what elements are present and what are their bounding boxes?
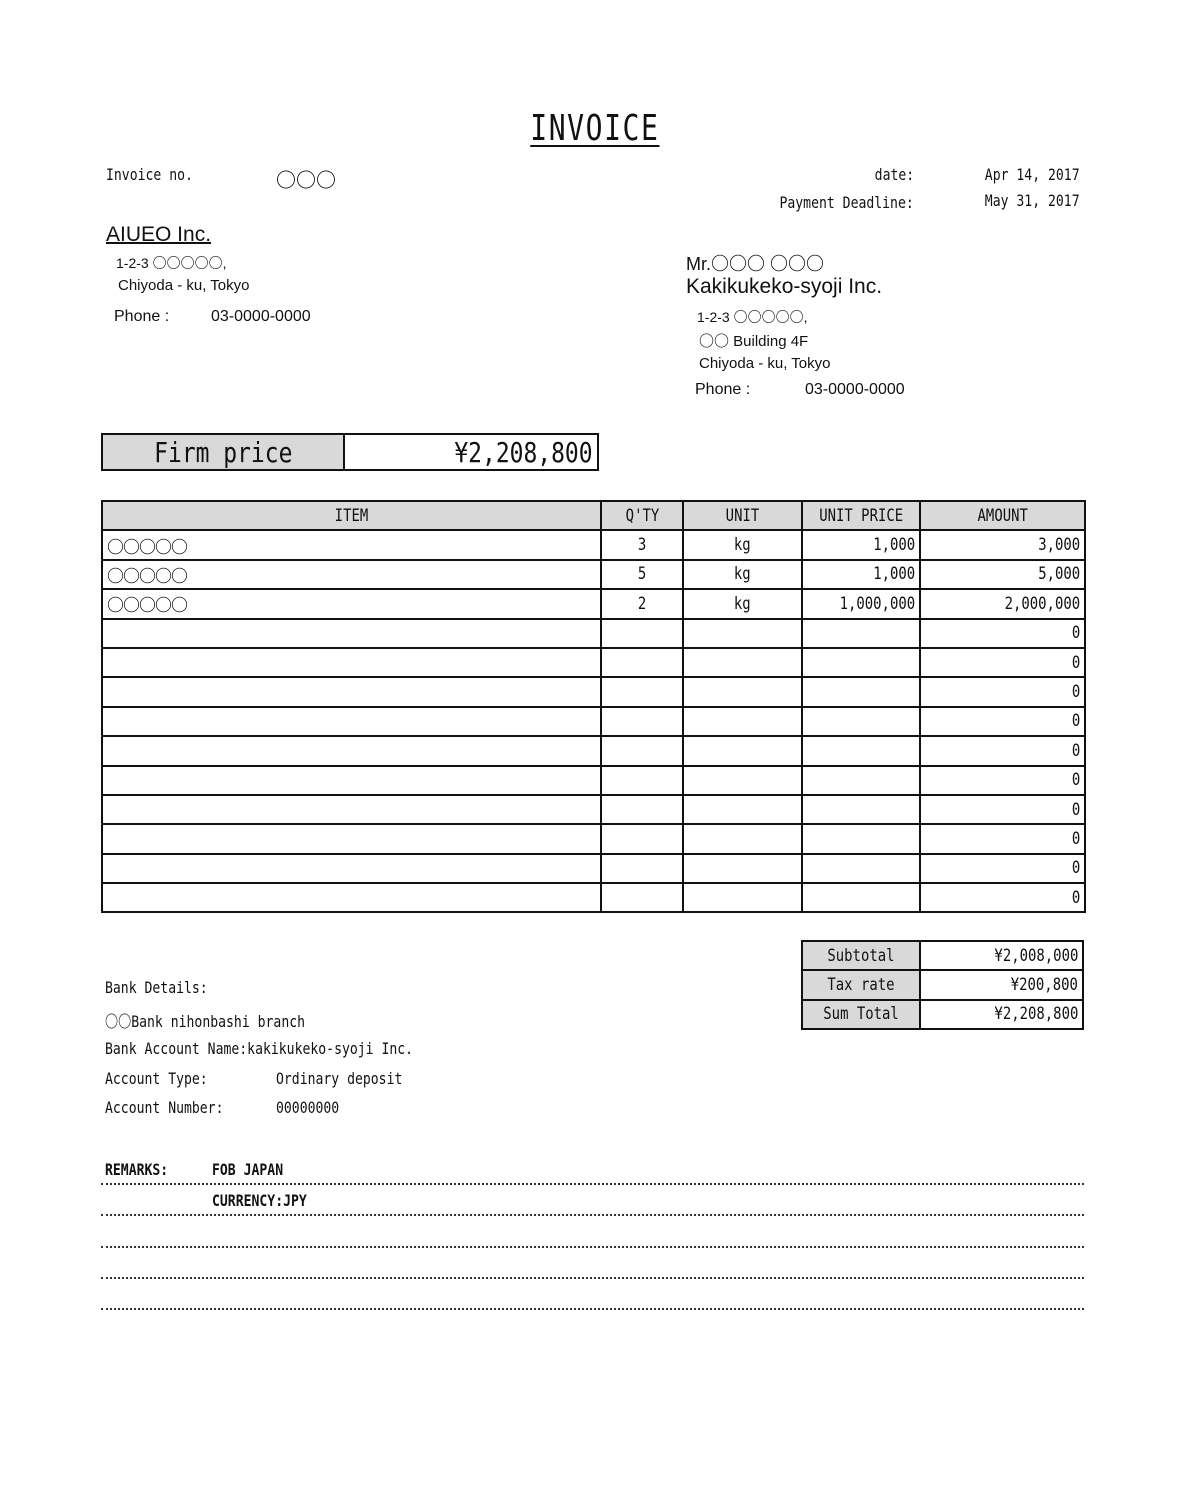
table-row: [102, 824, 1085, 853]
date-value: [964, 165, 1080, 184]
firm-price-label-text: Firm price: [153, 436, 293, 469]
cell-item: [102, 854, 601, 883]
deadline-label-text: Payment Deadline:: [779, 193, 914, 212]
cell-unit: kg: [683, 560, 802, 589]
recipient-phone: 03-0000-0000: [805, 381, 905, 398]
cell-unit-price: [802, 854, 920, 883]
cell-unit-price: [802, 707, 920, 736]
table-header-row: [102, 501, 1085, 530]
cell-unit: [683, 648, 802, 677]
remarks-line-1: FOB JAPAN: [212, 1160, 284, 1179]
sender-address2: Chiyoda - ku, Tokyo: [118, 277, 250, 294]
header-qty: Q'TY: [601, 501, 683, 530]
bank-account-name: Bank Account Name:kakikukeko-syoji Inc.: [105, 1039, 414, 1058]
sender-address1: 1-2-3 〇〇〇〇〇,: [116, 255, 227, 271]
cell-unit: [683, 854, 802, 883]
sum-total-value: ¥2,208,800: [920, 1000, 1083, 1029]
remarks-divider: [101, 1183, 1084, 1185]
cell-qty: [601, 854, 683, 883]
cell-unit-price: 1,000: [802, 530, 920, 559]
invoice-no-value: 〇〇〇: [276, 170, 336, 192]
remarks-divider: [101, 1246, 1084, 1248]
cell-amount: 0: [920, 619, 1085, 648]
cell-qty: [601, 766, 683, 795]
cell-unit-price: [802, 619, 920, 648]
cell-item: [102, 883, 601, 912]
cell-unit-price: 1,000,000: [802, 589, 920, 618]
cell-unit: [683, 883, 802, 912]
cell-unit: kg: [683, 530, 802, 559]
table-row: [102, 736, 1085, 765]
header-unit: UNIT: [683, 501, 802, 530]
table-row: [102, 530, 1085, 559]
sender-phone: 03-0000-0000: [211, 308, 311, 325]
cell-unit-price: [802, 736, 920, 765]
cell-unit-price: 1,000: [802, 560, 920, 589]
bank-heading: Bank Details:: [105, 978, 208, 997]
cell-amount: 0: [920, 854, 1085, 883]
deadline-value-text: May 31, 2017: [985, 191, 1080, 210]
table-row: [102, 707, 1085, 736]
table-row: [102, 677, 1085, 706]
cell-amount: 0: [920, 795, 1085, 824]
subtotal-value: ¥2,008,000: [920, 941, 1083, 970]
cell-qty: [601, 824, 683, 853]
cell-amount: 2,000,000: [920, 589, 1085, 618]
tax-row: [802, 970, 1083, 999]
remarks-line-2: CURRENCY:JPY: [212, 1191, 307, 1210]
cell-unit: [683, 795, 802, 824]
cell-qty: 5: [601, 560, 683, 589]
cell-amount: 5,000: [920, 560, 1085, 589]
date-label-text: date:: [874, 165, 914, 184]
cell-unit-price: [802, 648, 920, 677]
cell-qty: 3: [601, 530, 683, 559]
remarks-divider: [101, 1214, 1084, 1216]
table-row: [102, 854, 1085, 883]
table-row: [102, 883, 1085, 912]
header-item: ITEM: [102, 501, 601, 530]
firm-price-value: [345, 435, 597, 469]
recipient-person: Mr.〇〇〇 〇〇〇: [686, 254, 824, 274]
remarks-divider: [101, 1277, 1084, 1279]
cell-item: 〇〇〇〇〇: [102, 530, 601, 559]
tax-value: ¥200,800: [920, 970, 1083, 999]
cell-amount: 3,000: [920, 530, 1085, 559]
cell-unit-price: [802, 824, 920, 853]
table-row: [102, 766, 1085, 795]
firm-price-box: [101, 433, 599, 471]
deadline-value: [964, 191, 1080, 210]
cell-unit: kg: [683, 589, 802, 618]
table-row: [102, 560, 1085, 589]
recipient-phone-label: Phone :: [695, 381, 751, 398]
cell-item: [102, 736, 601, 765]
invoice-no-label: [106, 165, 212, 184]
firm-price-value-text: ¥2,208,800: [454, 436, 593, 469]
invoice-no-label-text: Invoice no.: [106, 165, 193, 184]
subtotal-label: Subtotal: [802, 941, 920, 970]
bank-branch: 〇〇Bank nihonbashi branch: [105, 1012, 306, 1031]
cell-amount: 0: [920, 883, 1085, 912]
cell-item: 〇〇〇〇〇: [102, 560, 601, 589]
date-label: [866, 165, 914, 184]
cell-unit: [683, 619, 802, 648]
account-type-value: Ordinary deposit: [276, 1069, 403, 1088]
cell-qty: [601, 619, 683, 648]
table-row: [102, 795, 1085, 824]
recipient-address2: Chiyoda - ku, Tokyo: [699, 355, 831, 372]
header-amount: AMOUNT: [920, 501, 1085, 530]
cell-item: [102, 795, 601, 824]
account-type-label: Account Type:: [105, 1069, 208, 1088]
table-row: [102, 648, 1085, 677]
account-number-label: Account Number:: [105, 1098, 224, 1117]
invoice-title-text: INVOICE: [530, 108, 660, 149]
recipient-company: Kakikukeko-syoji Inc.: [686, 275, 883, 298]
cell-amount: 0: [920, 648, 1085, 677]
cell-amount: 0: [920, 736, 1085, 765]
cell-item: [102, 824, 601, 853]
cell-item: [102, 766, 601, 795]
cell-unit-price: [802, 677, 920, 706]
cell-item: [102, 677, 601, 706]
cell-qty: [601, 883, 683, 912]
cell-item: [102, 648, 601, 677]
sum-total-row: [802, 1000, 1083, 1029]
date-value-text: Apr 14, 2017: [985, 165, 1080, 184]
cell-unit: [683, 707, 802, 736]
cell-unit: [683, 824, 802, 853]
cell-unit: [683, 677, 802, 706]
invoice-title: [0, 108, 1190, 149]
cell-qty: [601, 648, 683, 677]
cell-unit-price: [802, 883, 920, 912]
totals-table: [801, 940, 1084, 1030]
cell-amount: 0: [920, 677, 1085, 706]
cell-amount: 0: [920, 707, 1085, 736]
account-number-value: 00000000: [276, 1098, 340, 1117]
cell-unit-price: [802, 766, 920, 795]
cell-amount: 0: [920, 766, 1085, 795]
cell-amount: 0: [920, 824, 1085, 853]
recipient-building: 〇〇 Building 4F: [699, 333, 809, 350]
cell-unit: [683, 766, 802, 795]
table-row: [102, 619, 1085, 648]
cell-item: [102, 619, 601, 648]
tax-label: Tax rate: [802, 970, 920, 999]
subtotal-row: [802, 941, 1083, 970]
items-table: [101, 500, 1086, 913]
cell-qty: [601, 736, 683, 765]
remarks-label: REMARKS:: [105, 1160, 169, 1179]
cell-qty: [601, 677, 683, 706]
remarks-divider: [101, 1308, 1084, 1310]
sum-total-label: Sum Total: [802, 1000, 920, 1029]
cell-item: [102, 707, 601, 736]
recipient-address1: 1-2-3 〇〇〇〇〇,: [697, 309, 808, 325]
cell-unit: [683, 736, 802, 765]
cell-qty: [601, 707, 683, 736]
sender-phone-label: Phone :: [114, 308, 170, 325]
cell-item: 〇〇〇〇〇: [102, 589, 601, 618]
cell-qty: 2: [601, 589, 683, 618]
header-unit-price: UNIT PRICE: [802, 501, 920, 530]
cell-qty: [601, 795, 683, 824]
table-row: [102, 589, 1085, 618]
firm-price-label: [103, 435, 345, 469]
cell-unit-price: [802, 795, 920, 824]
deadline-label: [750, 193, 914, 212]
sender-company: AIUEO Inc.: [106, 223, 212, 246]
